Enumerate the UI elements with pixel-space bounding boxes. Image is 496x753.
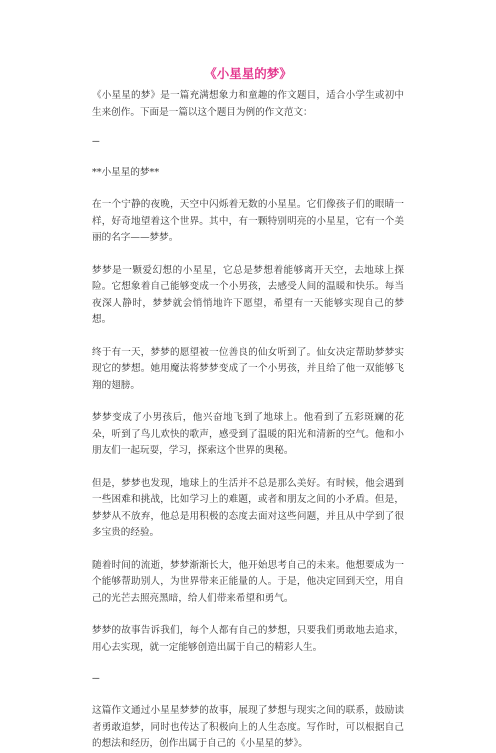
- conclusion-paragraph: 这篇作文通过小星星梦梦的故事，展现了梦想与现实之间的联系，鼓励读者勇敢追梦，同时也传达了积极向上的人生态度。写作时，可以根据自己的想法和经历，创作出属于自己的《小星星的梦》。: [92, 705, 404, 749]
- essay-paragraph: 梦梦的故事告诉我们，每个人都有自己的梦想，只要我们勇敢地去追求，用心去实现，就一定能够创造出属于自己的精彩人生。: [92, 625, 404, 653]
- document-title: 《小星星的梦》: [204, 66, 292, 81]
- intro-paragraph: 《小星星的梦》是一篇充满想象力和童趣的作文题目，适合小学生或初中生来创作。下面是一篇以这个题目为例的作文范文：: [92, 90, 404, 118]
- essay-paragraph: 梦梦变成了小男孩后，他兴奋地飞到了地球上。他看到了五彩斑斓的花朵，听到了鸟儿欢快的歌声，感受到了温暖的阳光和清新的空气。他和小朋友们一起玩耍，学习，探索这个世界的奥秘。: [92, 412, 404, 456]
- essay-paragraph: 但是，梦梦也发现，地球上的生活并不总是那么美好。有时候，他会遇到一些困难和挑战，比如学习上的难题，或者和朋友之间的小矛盾。但是，梦梦从不放弃，他总是用积极的态度去面对这些问题，并且从中学到了很多宝贵的经验。: [92, 477, 404, 538]
- essay-paragraph: 在一个宁静的夜晚，天空中闪烁着无数的小星星。它们像孩子们的眼睛一样，好奇地望着这个世界。其中，有一颗特别明亮的小星星，它有一个美丽的名字——梦梦。: [92, 199, 404, 243]
- essay-paragraph: 梦梦是一颗爱幻想的小星星，它总是梦想着能够离开天空，去地球上探险。它想象着自己能够变成一个小男孩，去感受人间的温暖和快乐。每当夜深人静时，梦梦就会悄悄地许下愿望，希望有一天能够实现自己的梦想。: [92, 264, 404, 325]
- essay-paragraph: 终于有一天，梦梦的愿望被一位善良的仙女听到了。仙女决定帮助梦梦实现它的梦想。她用魔法将梦梦变成了一个小男孩，并且给了他一双能够飞翔的翅膀。: [92, 346, 404, 391]
- separator: ---: [92, 136, 99, 147]
- essay-paragraph: 随着时间的流逝，梦梦渐渐长大，他开始思考自己的未来。他想要成为一个能够帮助别人，为世界带来正能量的人。于是，他决定回到天空，用自己的光芒去照亮黑暗，给人们带来希望和勇气。: [92, 559, 404, 604]
- essay-heading: **小星星的梦**: [92, 167, 160, 178]
- separator: ---: [92, 673, 99, 684]
